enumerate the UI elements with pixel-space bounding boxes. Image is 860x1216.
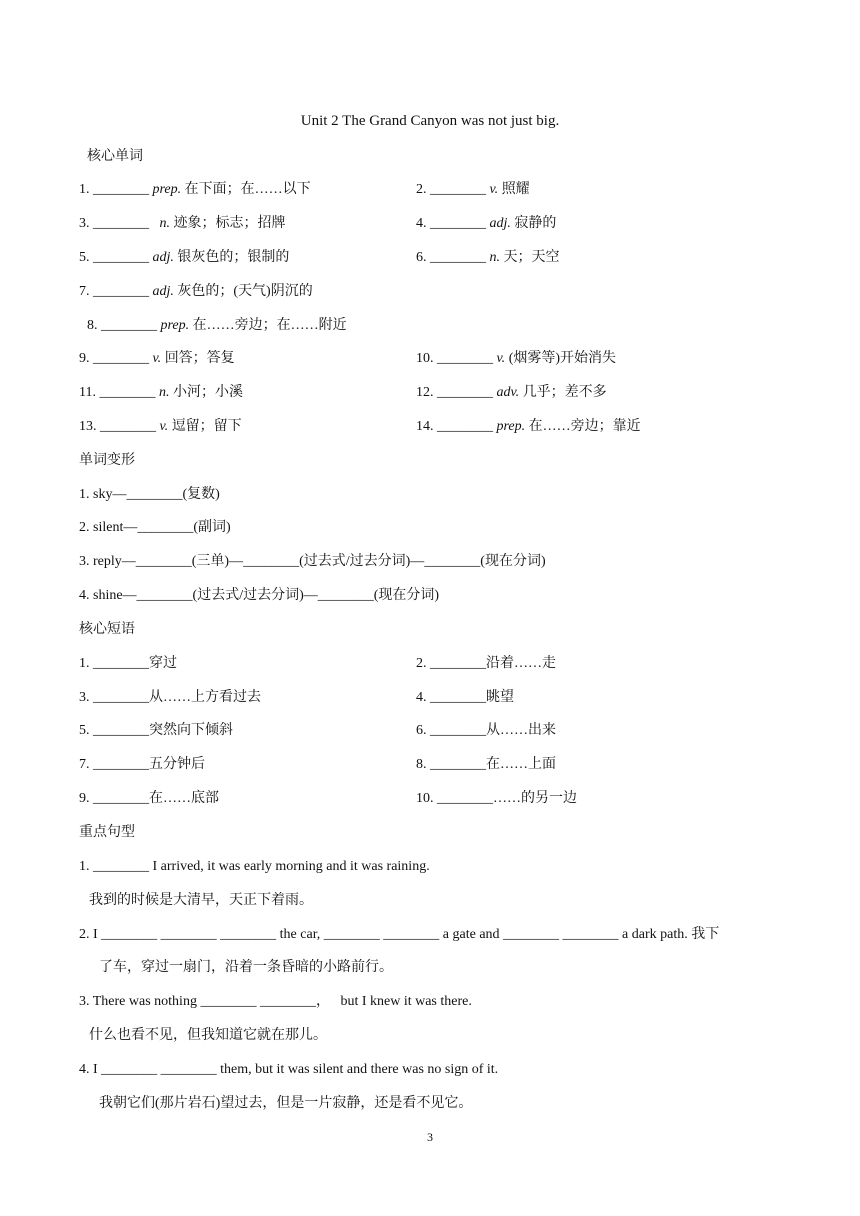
vocab-item-3: 3. ________ n. 迹象；标志；招牌 [79, 216, 286, 231]
phrase-item-1: 1. ________穿过 [79, 656, 177, 671]
phrase-item-8: 8. ________在……上面 [416, 757, 556, 772]
section-heading-sentences: 重点句型 [79, 825, 135, 840]
section-heading-phrases: 核心短语 [79, 622, 135, 637]
wordform-item-4: 4. shine—________(过去式/过去分词)—________(现在分词) [79, 588, 440, 603]
phrase-item-7: 7. ________五分钟后 [79, 757, 205, 772]
phrase-item-6: 6. ________从……出来 [416, 723, 556, 738]
vocab-item-1: 1. ________ prep. 在下面；在……以下 [79, 182, 311, 197]
sentence-3-english: 3. There was nothing ________ ________， but I knew it was there. [79, 994, 472, 1009]
sentence-3-chinese: 什么也看不见，但我知道它就在那儿。 [89, 1028, 327, 1043]
phrase-item-3: 3. ________从……上方看过去 [79, 690, 261, 705]
sentence-4-english: 4. I ________ ________ them, but it was silent and there was no sign of it. [79, 1062, 499, 1077]
phrase-item-9: 9. ________在……底部 [79, 791, 219, 806]
sentence-2-chinese: 了车，穿过一扇门，沿着一条昏暗的小路前行。 [99, 960, 393, 975]
sentence-2-english: 2. I ________ ________ ________ the car, ________ ________ a gate and ________ ________ a dark path. 我下 [79, 927, 720, 942]
vocab-item-12: 12. ________ adv. 几乎；差不多 [416, 385, 607, 400]
wordform-item-2: 2. silent—________(副词) [79, 520, 231, 535]
wordform-item-3: 3. reply—________(三单)—________(过去式/过去分词)—________(现在分词) [79, 554, 546, 569]
vocab-item-14: 14. ________ prep. 在……旁边；靠近 [416, 419, 641, 434]
vocab-item-2: 2. ________ v. 照耀 [416, 182, 530, 197]
wordform-item-1: 1. sky—________(复数) [79, 487, 220, 502]
page-number: 3 [427, 1130, 433, 1144]
vocab-item-8: 8. ________ prep. 在……旁边；在……附近 [87, 318, 347, 333]
sentence-4-chinese: 我朝它们(那片岩石)望过去，但是一片寂静，还是看不见它。 [99, 1096, 473, 1111]
vocab-item-9: 9. ________ v. 回答；答复 [79, 351, 235, 366]
section-heading-vocab: 核心单词 [87, 149, 143, 164]
vocab-item-6: 6. ________ n. 天；天空 [416, 250, 560, 265]
vocab-item-13: 13. ________ v. 逗留；留下 [79, 419, 242, 434]
phrase-item-5: 5. ________突然向下倾斜 [79, 723, 233, 738]
vocab-item-10: 10. ________ v. (烟雾等)开始消失 [416, 351, 617, 366]
section-heading-wordforms: 单词变形 [79, 453, 135, 468]
phrase-item-4: 4. ________眺望 [416, 690, 514, 705]
vocab-item-4: 4. ________ adj. 寂静的 [416, 216, 557, 231]
phrase-item-10: 10. ________……的另一边 [416, 791, 577, 806]
phrase-item-2: 2. ________沿着……走 [416, 656, 556, 671]
sentence-1-chinese: 我到的时候是大清早，天正下着雨。 [89, 893, 313, 908]
vocab-item-7: 7. ________ adj. 灰色的；(天气)阴沉的 [79, 284, 313, 299]
page-title: Unit 2 The Grand Canyon was not just big. [300, 113, 560, 129]
vocab-item-11: 11. ________ n. 小河；小溪 [79, 385, 243, 400]
vocab-item-5: 5. ________ adj. 银灰色的；银制的 [79, 250, 290, 265]
sentence-1-english: 1. ________ I arrived, it was early morning and it was raining. [79, 859, 430, 874]
